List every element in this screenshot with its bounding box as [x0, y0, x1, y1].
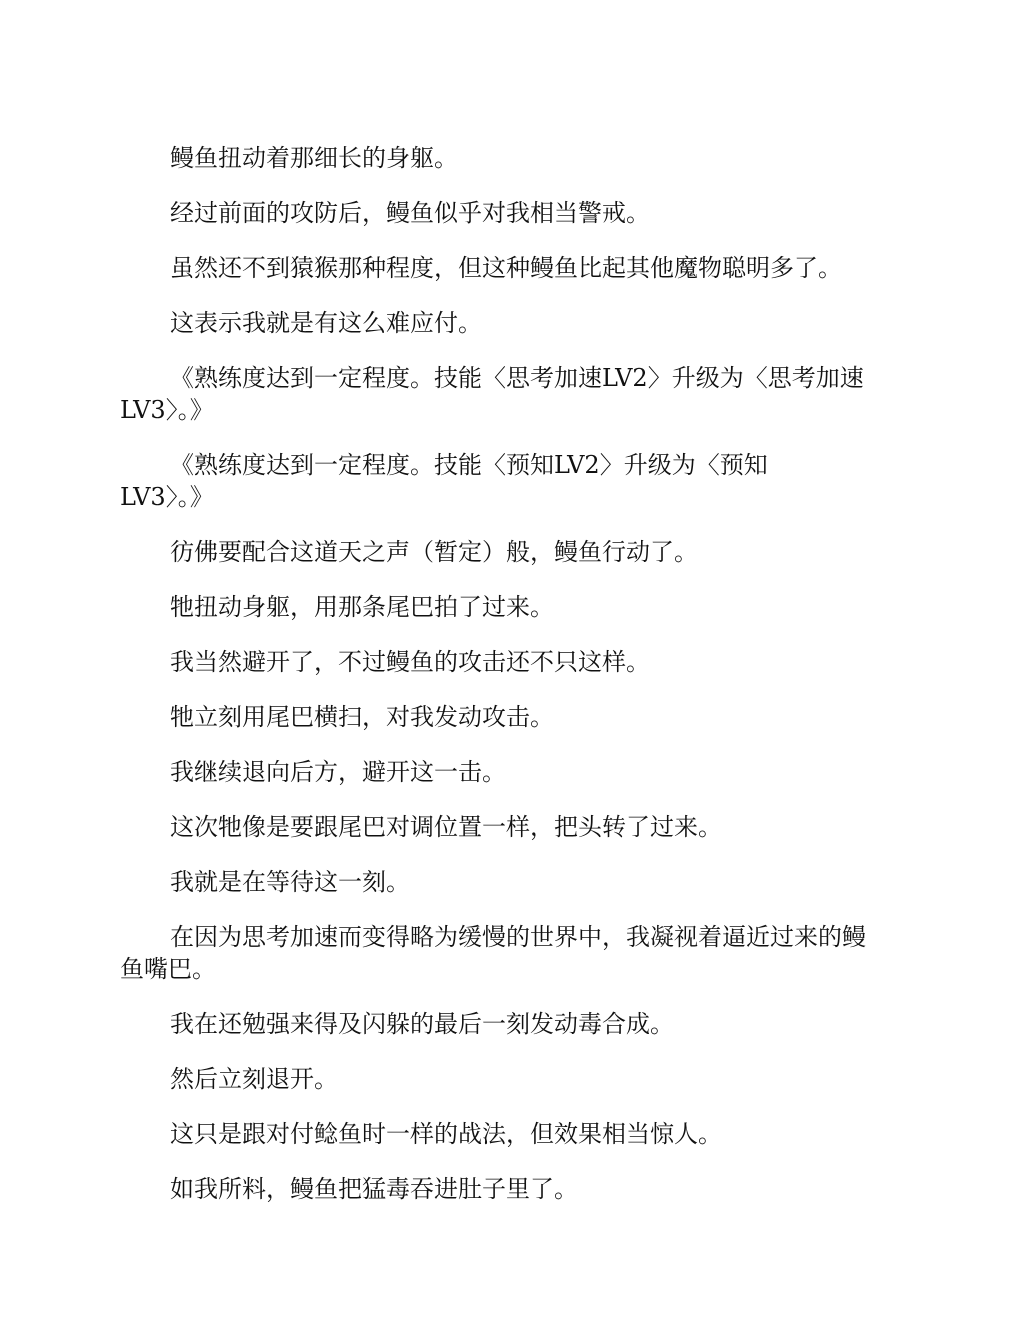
paragraph-line: 我继续退向后方，避开这一击。 [170, 758, 506, 786]
paragraph [120, 1008, 900, 1040]
paragraph [120, 142, 900, 174]
paragraph [120, 252, 900, 284]
paragraph-line: 如我所料，鳗鱼把猛毒吞进肚子里了。 [170, 1175, 578, 1203]
paragraph-line: 牠扭动身躯，用那条尾巴拍了过来。 [170, 593, 554, 621]
paragraph [120, 449, 900, 513]
paragraph [120, 811, 900, 843]
paragraph [120, 1118, 900, 1150]
paragraph [120, 536, 900, 568]
paragraph-line: 鳗鱼扭动着那细长的身躯。 [170, 144, 458, 172]
paragraph-line: 虽然还不到猿猴那种程度，但这种鳗鱼比起其他魔物聪明多了。 [170, 254, 842, 282]
paragraph-line: 我当然避开了，不过鳗鱼的攻击还不只这样。 [170, 648, 650, 676]
paragraph [120, 921, 900, 985]
paragraph-line: 我就是在等待这一刻。 [170, 868, 410, 896]
paragraph-line: 这只是跟对付鲶鱼时一样的战法，但效果相当惊人。 [170, 1120, 722, 1148]
paragraph-line: 然后立刻退开。 [170, 1065, 338, 1093]
paragraph [120, 646, 900, 678]
paragraph-line: 我在还勉强来得及闪躲的最后一刻发动毒合成。 [170, 1010, 674, 1038]
paragraph [120, 362, 900, 426]
paragraph [120, 591, 900, 623]
document-page [120, 142, 900, 1228]
paragraph-line: 这次牠像是要跟尾巴对调位置一样，把头转了过来。 [170, 813, 722, 841]
paragraph-line: 彷佛要配合这道天之声（暂定）般，鳗鱼行动了。 [170, 538, 698, 566]
paragraph [120, 197, 900, 229]
paragraph-line: 这表示我就是有这么难应付。 [170, 309, 482, 337]
paragraph [120, 307, 900, 339]
paragraph [120, 1063, 900, 1095]
paragraph-line: LV3〉。》 [120, 396, 214, 424]
paragraph [120, 701, 900, 733]
paragraph-line: 经过前面的攻防后，鳗鱼似乎对我相当警戒。 [170, 199, 650, 227]
paragraph-line: 鱼嘴巴。 [120, 955, 216, 983]
paragraph [120, 756, 900, 788]
paragraph-line: LV3〉。》 [120, 483, 214, 511]
paragraph-line: 《熟练度达到一定程度。技能〈预知LV2〉升级为〈预知 [170, 451, 768, 479]
paragraph-line: 牠立刻用尾巴横扫，对我发动攻击。 [170, 703, 554, 731]
paragraph-line: 《熟练度达到一定程度。技能〈思考加速LV2〉升级为〈思考加速 [170, 364, 864, 392]
paragraph [120, 866, 900, 898]
paragraph [120, 1173, 900, 1205]
paragraph-line: 在因为思考加速而变得略为缓慢的世界中，我凝视着逼近过来的鳗 [170, 923, 866, 951]
